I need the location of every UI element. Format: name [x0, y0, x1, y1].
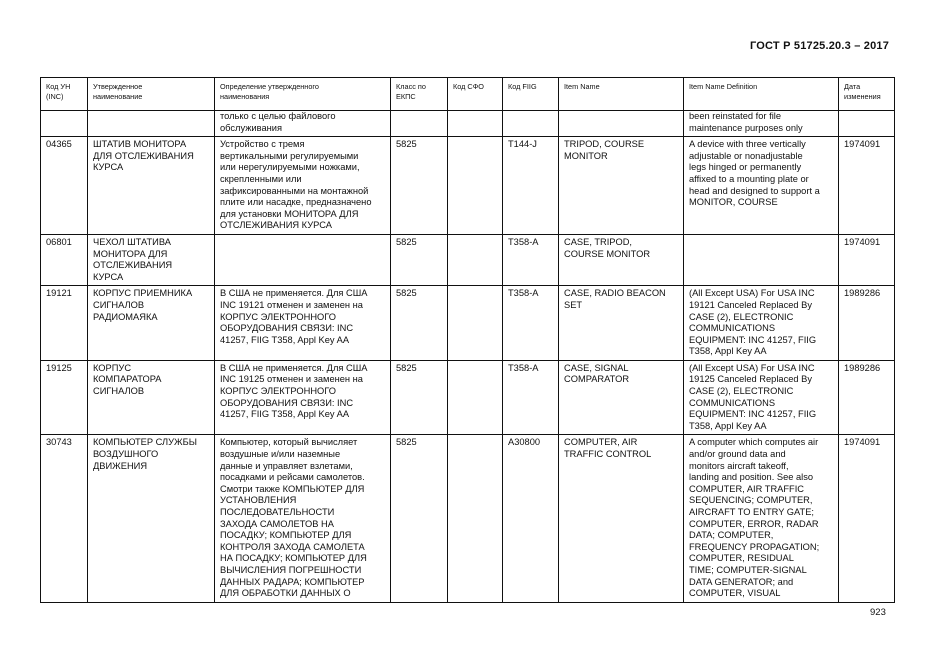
cell-class — [391, 111, 448, 137]
cell-date: 1989286 — [839, 286, 895, 361]
cell-name-ru: КОРПУС КОМПАРАТОРА СИГНАЛОВ — [88, 360, 215, 435]
cell-fiig — [503, 111, 559, 137]
cell-fiig: T144-J — [503, 137, 559, 235]
col-header-fiig: Код FIIG — [503, 78, 559, 111]
table-row — [41, 360, 895, 435]
table-row — [41, 111, 895, 137]
cell-item-def: (All Except USA) For USA INC 19125 Canceled Replaced By CASE (2), ELECTRONIC COMMUNICATIONS EQUIPMENT: INC 41257, FIIG T358, Appl Key AA — [684, 360, 839, 435]
cell-date: 1974091 — [839, 234, 895, 285]
cell-item-name — [559, 111, 684, 137]
table-row — [41, 234, 895, 285]
cell-def-ru: Устройство с тремя вертикальными регулируемыми или нерегулируемыми ножками, скрепленными или зафиксированными на монтажной плите или насадке, предназначено для установки МОНИТОРА ДЛЯ ОТСЛЕЖИВАНИЯ КУРСА — [215, 137, 391, 235]
cell-inc: 19125 — [41, 360, 88, 435]
cell-date: 1989286 — [839, 360, 895, 435]
cell-name-ru: КОМПЬЮТЕР СЛУЖБЫ ВОЗДУШНОГО ДВИЖЕНИЯ — [88, 435, 215, 602]
cell-item-name: CASE, RADIO BEACON SET — [559, 286, 684, 361]
cell-def-ru: Компьютер, который вычисляет воздушные и/или наземные данные и управляет взлетами, посадками и рейсами самолетов. Смотри также КОМПЬЮТЕР ДЛЯ УСТАНОВЛЕНИЯ ПОСЛЕДОВАТЕЛЬНОСТИ ЗАХОДА САМОЛЕТОВ НА ПОСАДКУ; КОМПЬЮТЕР ДЛЯ КОНТРОЛЯ ЗАХОДА САМОЛЕТА НА ПОСАДКУ; КОМПЬЮТЕР ДЛЯ ВЫЧИСЛЕНИЯ ПОГРЕШНОСТИ ДАННЫХ РАДАРА; КОМПЬЮТЕР ДЛЯ ОБРАБОТКИ ДАННЫХ О — [215, 435, 391, 602]
cell-item-name: COMPUTER, AIR TRAFFIC CONTROL — [559, 435, 684, 602]
cell-item-def: (All Except USA) For USA INC 19121 Canceled Replaced By CASE (2), ELECTRONIC COMMUNICATIONS EQUIPMENT: INC 41257, FIIG T358, Appl Key AA — [684, 286, 839, 361]
header-row — [41, 78, 895, 111]
cell-inc — [41, 111, 88, 137]
cell-inc: 06801 — [41, 234, 88, 285]
cell-class: 5825 — [391, 286, 448, 361]
cell-sfo — [448, 360, 503, 435]
cell-sfo — [448, 137, 503, 235]
cell-name-ru: ЧЕХОЛ ШТАТИВА МОНИТОРА ДЛЯ ОТСЛЕЖИВАНИЯ КУРСА — [88, 234, 215, 285]
cell-def-ru: только с целью файлового обслуживания — [215, 111, 391, 137]
cell-inc: 19121 — [41, 286, 88, 361]
cell-item-name: CASE, SIGNAL COMPARATOR — [559, 360, 684, 435]
cell-fiig: T358-A — [503, 234, 559, 285]
cell-name-ru: КОРПУС ПРИЕМНИКА СИГНАЛОВ РАДИОМАЯКА — [88, 286, 215, 361]
cell-fiig: T358-A — [503, 360, 559, 435]
standard-designation: ГОСТ Р 51725.20.3 – 2017 — [750, 40, 890, 52]
col-header-inc: Код УН (INC) — [41, 78, 88, 111]
cell-sfo — [448, 111, 503, 137]
cell-class: 5825 — [391, 137, 448, 235]
cell-inc: 04365 — [41, 137, 88, 235]
cell-name-ru — [88, 111, 215, 137]
cell-date — [839, 111, 895, 137]
cell-class: 5825 — [391, 435, 448, 602]
col-header-item-definition: Item Name Definition — [684, 78, 839, 111]
table-row — [41, 137, 895, 235]
cell-item-def: A device with three vertically adjustable or nonadjustable legs hinged or permanently affixed to a mounting plate or head and designed to support a MONITOR, COURSE — [684, 137, 839, 235]
cell-class: 5825 — [391, 360, 448, 435]
cell-fiig: A30800 — [503, 435, 559, 602]
cell-inc: 30743 — [41, 435, 88, 602]
cell-fiig: T358-A — [503, 286, 559, 361]
table-row — [41, 435, 895, 602]
cell-item-def — [684, 234, 839, 285]
col-header-class: Класс по ЕКПС — [391, 78, 448, 111]
cell-def-ru — [215, 234, 391, 285]
cell-item-name: TRIPOD, COURSE MONITOR — [559, 137, 684, 235]
cell-item-name: CASE, TRIPOD, COURSE MONITOR — [559, 234, 684, 285]
cell-item-def: A computer which computes air and/or ground data and monitors aircraft takeoff, landing and position. See also COMPUTER, AIR TRAFFIC SEQUENCING; COMPUTER, AIRCRAFT TO ENTRY GATE; COMPUTER, ERROR, RADAR DATA; COMPUTER, FREQUENCY PROPAGATION; COMPUTER, RESIDUAL TIME; COMPUTER-SIGNAL DATA GENERATOR; and COMPUTER, VISUAL — [684, 435, 839, 602]
col-header-item-name: Item Name — [559, 78, 684, 111]
cell-name-ru: ШТАТИВ МОНИТОРА ДЛЯ ОТСЛЕЖИВАНИЯ КУРСА — [88, 137, 215, 235]
table-row — [41, 286, 895, 361]
col-header-name-definition: Определение утвержденного наименования — [215, 78, 391, 111]
classification-table — [40, 77, 895, 603]
cell-class: 5825 — [391, 234, 448, 285]
cell-date: 1974091 — [839, 435, 895, 602]
cell-item-def: been reinstated for file maintenance purposes only — [684, 111, 839, 137]
col-header-sfo: Код СФО — [448, 78, 503, 111]
col-header-approved-name: Утвержденное наименование — [88, 78, 215, 111]
cell-sfo — [448, 286, 503, 361]
cell-def-ru: В США не применяется. Для США INC 19125 отменен и заменен на КОРПУС ЭЛЕКТРОННОГО ОБОРУДОВАНИЯ СВЯЗИ: INC 41257, FIIG T358, Appl Key AA — [215, 360, 391, 435]
cell-date: 1974091 — [839, 137, 895, 235]
cell-sfo — [448, 234, 503, 285]
cell-sfo — [448, 435, 503, 602]
page-number: 923 — [870, 607, 886, 618]
col-header-change-date: Дата изменения — [839, 78, 895, 111]
cell-def-ru: В США не применяется. Для США INC 19121 отменен и заменен на КОРПУС ЭЛЕКТРОННОГО ОБОРУДОВАНИЯ СВЯЗИ: INC 41257, FIIG T358, Appl Key AA — [215, 286, 391, 361]
